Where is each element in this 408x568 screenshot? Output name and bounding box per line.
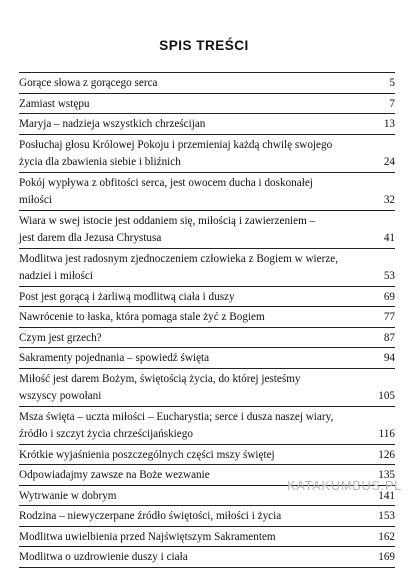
toc-entry-text: Nawrócenie to łaska, która pomaga stale żyć z Bogiem	[19, 311, 265, 323]
toc-entry-text: Krótkie wyjaśnienia poszczególnych części mszy świętej	[19, 448, 275, 461]
toc-entry-text: Modlitwa o uzdrowienie duszy i ciała	[19, 551, 188, 563]
toc-entry-text: Zamiast wstępu	[19, 97, 90, 110]
toc-page-number: 153	[378, 510, 395, 522]
toc-page-number: 135	[378, 469, 395, 481]
toc-entry	[19, 368, 395, 406]
toc-entry-text: Miłość jest darem Bożym, świętością życia, do której jesteśmy	[19, 372, 301, 385]
toc-page-number: 141	[378, 489, 395, 502]
toc-entry	[19, 526, 395, 547]
toc-entry	[19, 72, 395, 93]
toc-entry	[19, 306, 395, 327]
toc-entry	[19, 347, 395, 368]
toc-entry-line	[19, 174, 395, 192]
toc-entry-line	[19, 250, 395, 268]
toc-entry-text: Pokój wypływa z obfitości serca, jest owocem ducha i doskonałej	[19, 176, 313, 189]
toc-page-number: 169	[378, 551, 395, 563]
toc-entry-text: jest darem dla Jezusa Chrystusa	[19, 232, 162, 244]
toc-entry-line	[19, 74, 395, 92]
toc-entry-line	[19, 370, 395, 388]
toc-page-number: 41	[383, 232, 395, 244]
toc-entry-line	[19, 308, 395, 326]
toc-entry	[19, 134, 395, 172]
toc-entry-line	[19, 212, 395, 230]
toc-page-number: 32	[383, 194, 395, 206]
toc-entry-line	[19, 136, 395, 154]
toc-entry-text: Modlitwa jest radosnym zjednoczeniem człowieka z Bogiem w wierze,	[19, 252, 339, 265]
toc-entry-line	[19, 191, 395, 209]
toc-page-number: 126	[378, 448, 395, 461]
toc-entry-line	[19, 507, 395, 525]
toc-entry-line	[19, 288, 395, 306]
toc-entry	[19, 210, 395, 248]
toc-page-number: 24	[383, 156, 395, 168]
toc-page-number: 116	[378, 428, 395, 440]
toc-page-number: 69	[383, 290, 395, 303]
toc-entry-text: nadziei i miłości	[19, 270, 93, 282]
toc-entry	[19, 505, 395, 526]
toc-entry-text: Maryja – nadzieja wszystkich chrześcijan	[19, 118, 206, 130]
toc-entry-line	[19, 153, 395, 171]
toc-entry-text: Posłuchaj głosu Królowej Pokoju i przemieniaj każdą chwilę swojego	[19, 138, 333, 151]
toc-page-number: 13	[383, 118, 395, 130]
toc-entry	[19, 113, 395, 134]
toc-entry-line	[19, 95, 395, 113]
toc-entry-text: Rodzina – niewyczerpane źródło świętości, miłości i życia	[19, 510, 282, 522]
toc-entry-line	[19, 387, 395, 405]
toc-page-number: 53	[383, 270, 395, 282]
toc-entry-text: Modlitwa uwielbienia przed Najświętszym Sakramentem	[19, 530, 276, 543]
toc-page-number: 7	[389, 97, 395, 110]
toc-page-number: 94	[383, 352, 395, 364]
watermark: KATAKUMBUS.PL	[287, 478, 402, 493]
toc-entry-text: życia dla zbawienia siebie i bliźnich	[19, 156, 181, 168]
toc-entry-line	[19, 548, 395, 566]
toc-entry-line	[19, 446, 395, 464]
toc-page-number: 5	[389, 77, 395, 89]
toc-entry-text: Wiara w swej istocie jest oddaniem się, miłością i zawierzeniem –	[19, 214, 316, 227]
toc-entry-text: Msza święta – uczta miłości – Eucharystia; serce i dusza naszej wiary,	[19, 410, 334, 423]
toc-entry-text: Sakramenty pojednania – spowiedź święta	[19, 352, 210, 364]
toc-entry-text: Gorące słowa z gorącego serca	[19, 77, 158, 89]
page-title: SPIS TREŚCI	[159, 38, 249, 53]
toc-entry-text: źródło i szczyt życia chrześcijańskiego	[19, 428, 193, 440]
toc-entry-text: Odpowiadajmy zawsze na Boże wezwanie	[19, 469, 210, 481]
toc-page-number: 105	[378, 390, 395, 402]
toc-entry-text: wszyscy powołani	[19, 390, 102, 402]
toc-entry	[19, 172, 395, 210]
table-of-contents	[19, 72, 395, 568]
toc-entry-line	[19, 408, 395, 426]
toc-entry-line	[19, 229, 395, 247]
toc-entry-text: Wytrwanie w dobrym	[19, 489, 117, 502]
toc-entry	[19, 546, 395, 568]
toc-entry	[19, 406, 395, 444]
toc-entry-line	[19, 528, 395, 546]
toc-entry	[19, 327, 395, 348]
toc-entry	[19, 93, 395, 114]
toc-page-number: 87	[383, 331, 395, 344]
toc-page-number: 77	[383, 311, 395, 323]
toc-entry-line	[19, 329, 395, 347]
toc-page-number: 162	[378, 530, 395, 543]
toc-entry-line	[19, 425, 395, 443]
toc-entry-line	[19, 115, 395, 133]
toc-entry-text: Czym jest grzech?	[19, 331, 102, 344]
toc-entry	[19, 248, 395, 286]
toc-entry-line	[19, 267, 395, 285]
toc-entry-text: Post jest gorącą i żarliwą modlitwą ciała i duszy	[19, 290, 235, 303]
toc-entry-text: miłości	[19, 194, 52, 206]
toc-entry	[19, 444, 395, 465]
toc-entry	[19, 286, 395, 307]
toc-entry-line	[19, 349, 395, 367]
